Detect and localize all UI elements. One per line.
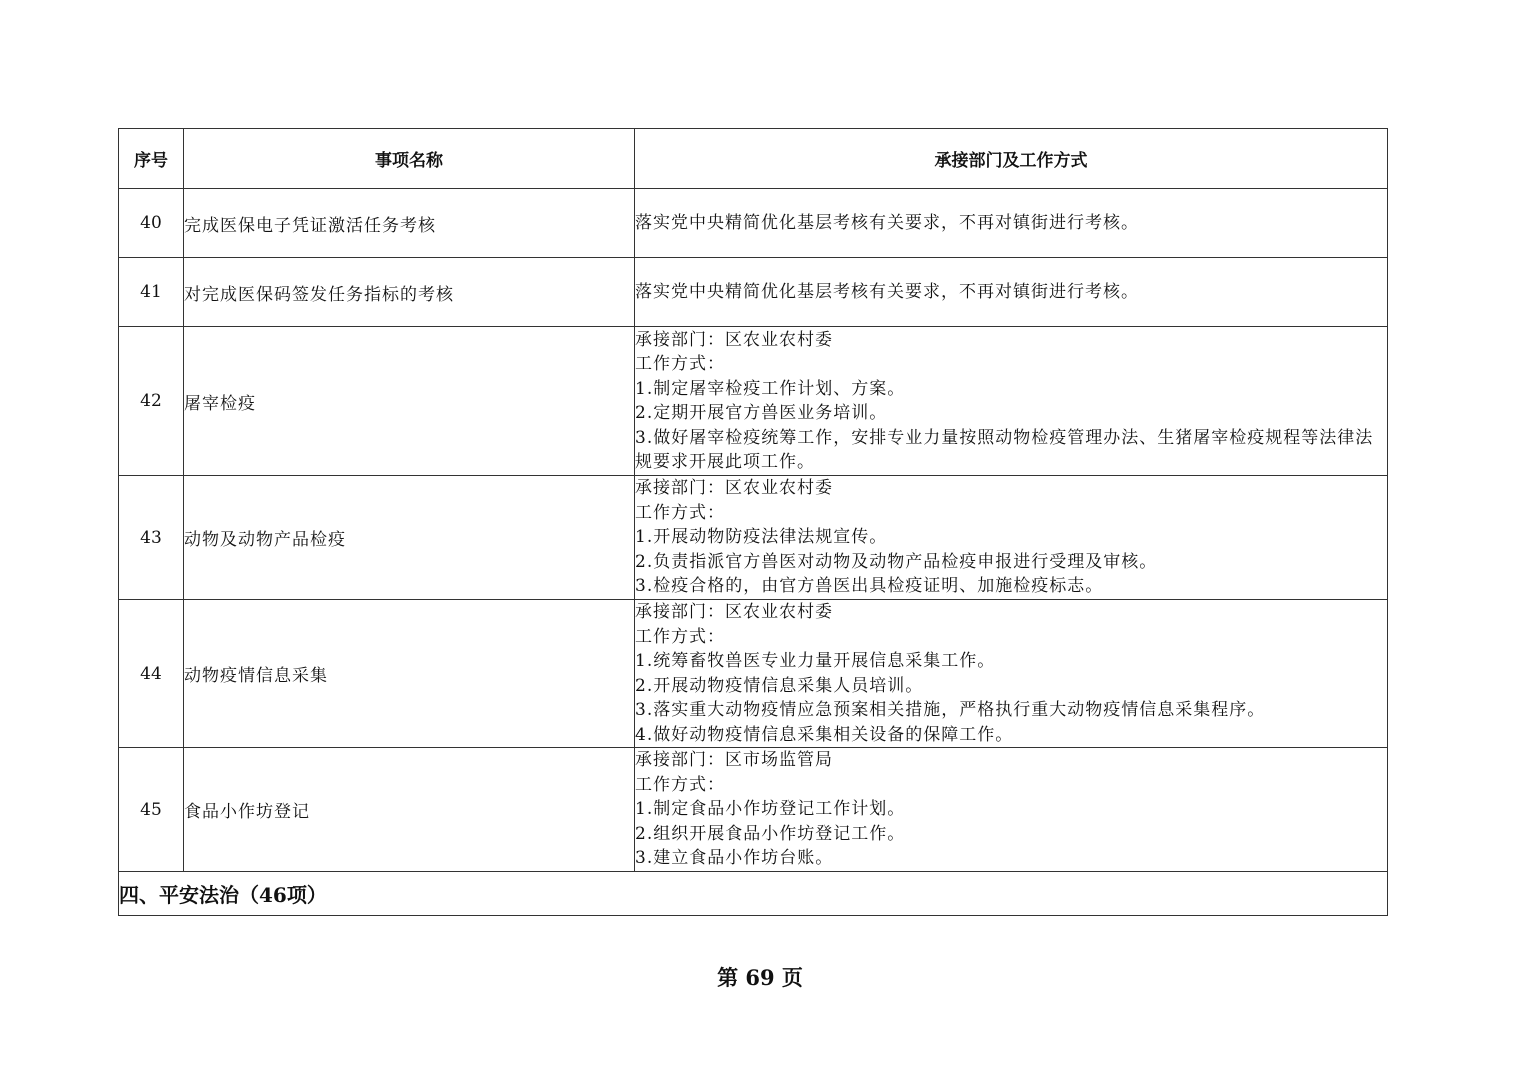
- method-line: 2.开展动物疫情信息采集人员培训。: [635, 675, 924, 696]
- row-method: [635, 327, 1388, 476]
- method-line: 1.制定屠宰检疫工作计划、方案。: [635, 378, 906, 399]
- table-row: [119, 476, 1388, 600]
- method-line: 1.开展动物防疫法律法规宣传。: [635, 527, 888, 548]
- matters-table: [118, 128, 1388, 916]
- method-line: 承接部门：区农业农村委: [635, 602, 833, 622]
- method-line: 2.定期开展官方兽医业务培训。: [635, 403, 888, 423]
- row-index: 40: [119, 189, 184, 258]
- row-index: 42: [119, 327, 184, 476]
- row-index: 43: [119, 476, 184, 600]
- method-line: 承接部门：区市场监管局: [635, 750, 833, 771]
- method-line: 1.制定食品小作坊登记工作计划。: [635, 799, 906, 820]
- table-row: [119, 327, 1388, 476]
- table-row: [119, 258, 1388, 327]
- method-line: 3.检疫合格的，由官方兽医出具检疫证明、加施检疫标志。: [635, 576, 1104, 597]
- row-method: [635, 258, 1388, 327]
- row-name: 对完成医保码签发任务指标的考核: [184, 258, 635, 327]
- table-row: [119, 189, 1388, 258]
- section-row: [119, 872, 1388, 916]
- row-name: 完成医保电子凭证激活任务考核: [184, 189, 635, 258]
- page-number: 第 69 页: [717, 965, 803, 990]
- row-index: 44: [119, 600, 184, 748]
- method-line: 工作方式：: [635, 354, 725, 374]
- method-line: 工作方式：: [635, 626, 725, 647]
- method-line: 2.组织开展食品小作坊登记工作。: [635, 823, 906, 844]
- method-line: 4.做好动物疫情信息采集相关设备的保障工作。: [635, 724, 1014, 745]
- method-line: 3.做好屠宰检疫统筹工作，安排专业力量按照动物检疫管理办法、生猪屠宰检疫规程等法律法规要求开展此项工作。: [635, 427, 1374, 472]
- row-method: [635, 476, 1388, 600]
- row-index: 41: [119, 258, 184, 327]
- method-line: 承接部门：区农业农村委: [635, 478, 833, 499]
- row-name: 食品小作坊登记: [184, 748, 635, 872]
- table-row: [119, 600, 1388, 748]
- row-method: [635, 189, 1388, 258]
- method-line: 2.负责指派官方兽医对动物及动物产品检疫申报进行受理及审核。: [635, 551, 1158, 572]
- row-name: 动物及动物产品检疫: [184, 476, 635, 600]
- method-line: 承接部门：区农业农村委: [635, 329, 833, 350]
- table-row: [119, 748, 1388, 872]
- row-name: 屠宰检疫: [184, 327, 635, 476]
- table-header-row: [119, 129, 1388, 189]
- method-line: 工作方式：: [635, 774, 725, 795]
- row-index: 45: [119, 748, 184, 872]
- row-name: 动物疫情信息采集: [184, 600, 635, 748]
- method-line: 1.统筹畜牧兽医专业力量开展信息采集工作。: [635, 651, 996, 671]
- method-line: 3.建立食品小作坊台账。: [635, 848, 834, 869]
- method-line: 落实党中央精简优化基层考核有关要求，不再对镇街进行考核。: [635, 212, 1139, 233]
- header-method: 承接部门及工作方式: [635, 129, 1388, 189]
- method-line: 工作方式：: [635, 502, 725, 523]
- row-method: [635, 748, 1388, 872]
- header-name: 事项名称: [184, 129, 635, 189]
- header-index: 序号: [119, 129, 184, 189]
- row-method: [635, 600, 1388, 748]
- section-heading: 四、平安法治（46项）: [119, 872, 1388, 916]
- method-line: 落实党中央精简优化基层考核有关要求，不再对镇街进行考核。: [635, 281, 1139, 302]
- method-line: 3.落实重大动物疫情应急预案相关措施，严格执行重大动物疫情信息采集程序。: [635, 700, 1266, 720]
